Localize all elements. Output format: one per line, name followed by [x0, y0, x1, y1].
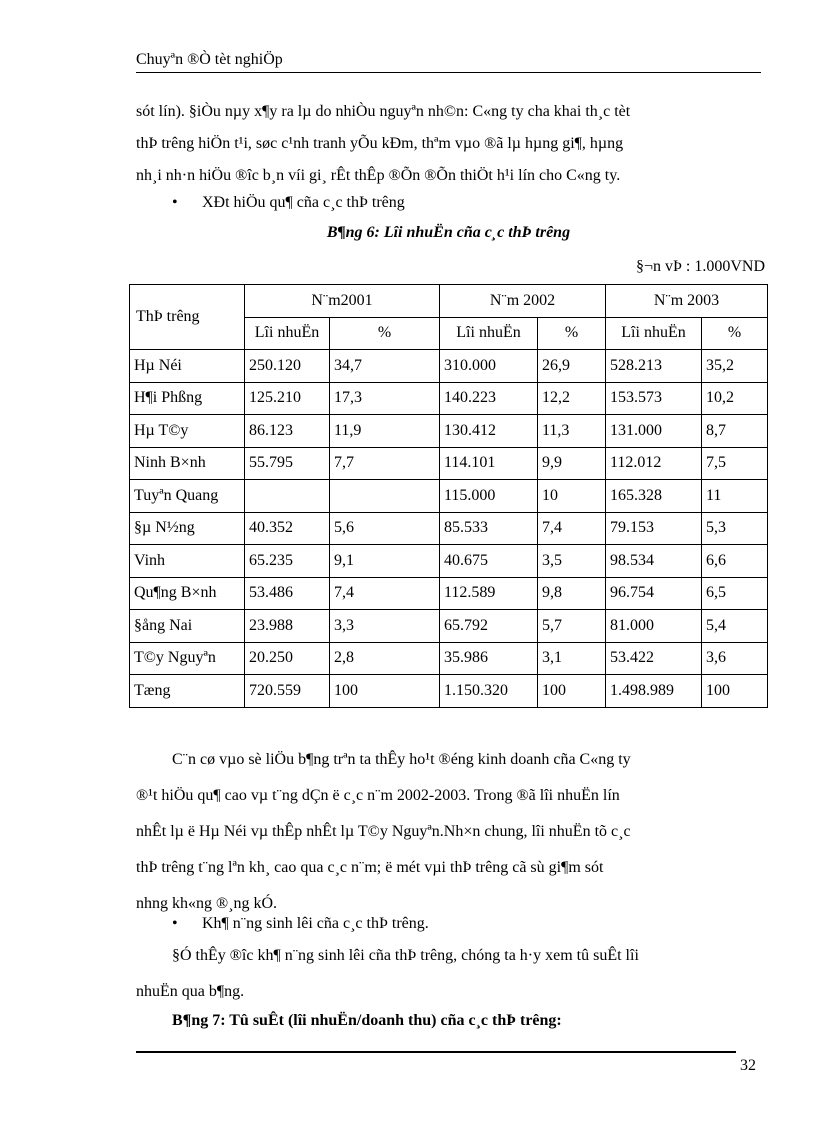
- value-cell: 7,5: [702, 447, 768, 480]
- header-market: ThÞ trêng: [130, 285, 245, 350]
- value-cell: 5,6: [330, 512, 440, 545]
- value-cell: 250.120: [245, 350, 330, 383]
- value-cell: [330, 480, 440, 513]
- bullet-item: [172, 914, 429, 934]
- value-cell: 3,6: [702, 642, 768, 675]
- value-cell: 79.153: [606, 512, 702, 545]
- market-cell: Tuyªn Quang: [130, 480, 245, 513]
- table-6-unit: §¬n vÞ : 1.000VND: [635, 258, 765, 275]
- paragraph-line: ®¹t hiÖu qu¶ cao vµ t¨ng dÇn ë c¸c n¨m 2002-2003. Trong ®ã lîi nhuËn lín: [136, 787, 620, 804]
- value-cell: 100: [330, 675, 440, 708]
- value-cell: 7,4: [330, 577, 440, 610]
- market-cell: Hµ Néi: [130, 350, 245, 383]
- subheader-percent: %: [702, 317, 768, 350]
- subheader-profit: Lîi nhuËn: [245, 317, 330, 350]
- table-row: [130, 512, 768, 545]
- value-cell: 10,2: [702, 382, 768, 415]
- value-cell: 85.533: [440, 512, 538, 545]
- bullet-text: Kh¶ n¨ng sinh lêi cña c¸c thÞ trêng.: [202, 915, 429, 932]
- table-header-row: [130, 285, 768, 318]
- value-cell: 17,3: [330, 382, 440, 415]
- bullet-item: [172, 193, 405, 213]
- value-cell: 9,8: [538, 577, 606, 610]
- value-cell: 720.559: [245, 675, 330, 708]
- value-cell: 112.012: [606, 447, 702, 480]
- value-cell: 11,3: [538, 415, 606, 448]
- subheader-profit: Lîi nhuËn: [606, 317, 702, 350]
- paragraph-line: nhuËn qua b¶ng.: [136, 983, 245, 1000]
- value-cell: 131.000: [606, 415, 702, 448]
- paragraph-line: nhÊt lµ ë Hµ Néi vµ thÊp nhÊt lµ T©y Nguyªn.Nh×n chung, lîi nhuËn tõ c¸c: [136, 823, 631, 840]
- header-year: N¨m2001: [245, 285, 440, 318]
- paragraph-3: [136, 938, 761, 1010]
- market-cell: §ång Nai: [130, 610, 245, 643]
- table-row: [130, 642, 768, 675]
- table-row: [130, 415, 768, 448]
- value-cell: 5,4: [702, 610, 768, 643]
- value-cell: 35.986: [440, 642, 538, 675]
- value-cell: 6,6: [702, 545, 768, 578]
- value-cell: 7,7: [330, 447, 440, 480]
- value-cell: 125.210: [245, 382, 330, 415]
- market-cell: Ninh B×nh: [130, 447, 245, 480]
- header-year: N¨m 2003: [606, 285, 768, 318]
- value-cell: 40.675: [440, 545, 538, 578]
- paragraph-line: nhng kh«ng ®¸ng kÓ.: [136, 895, 278, 912]
- value-cell: 115.000: [440, 480, 538, 513]
- table-row: [130, 480, 768, 513]
- market-cell: Qu¶ng B×nh: [130, 577, 245, 610]
- table-row: [130, 610, 768, 643]
- value-cell: 11: [702, 480, 768, 513]
- value-cell: 34,7: [330, 350, 440, 383]
- table-7-caption: B¶ng 7: Tû suÊt (lîi nhuËn/doanh thu) cña c¸c thÞ trêng:: [172, 1012, 562, 1029]
- paragraph-line: nh¸i nh·n hiÖu ®îc b¸n víi gi¸ rÊt thÊp ®Õn ®Õn thiÖt h¹i lín cho C«ng ty.: [136, 167, 621, 184]
- value-cell: 528.213: [606, 350, 702, 383]
- header-year: N¨m 2002: [440, 285, 606, 318]
- value-cell: 96.754: [606, 577, 702, 610]
- value-cell: 1.150.320: [440, 675, 538, 708]
- value-cell: 3,3: [330, 610, 440, 643]
- value-cell: 11,9: [330, 415, 440, 448]
- bullet-icon: •: [172, 194, 178, 211]
- paragraph-line: thÞ trêng hiÖn t¹i, søc c¹nh tranh yÕu kÐm, thªm vµo ®ã lµ hµng gi¶, hµng: [136, 135, 624, 152]
- value-cell: 23.988: [245, 610, 330, 643]
- value-cell: 53.422: [606, 642, 702, 675]
- value-cell: 10: [538, 480, 606, 513]
- value-cell: 100: [702, 675, 768, 708]
- value-cell: 81.000: [606, 610, 702, 643]
- table-6-caption: B¶ng 6: Lîi nhuËn cña c¸c thÞ trêng: [326, 224, 571, 241]
- value-cell: 9,1: [330, 545, 440, 578]
- market-cell: Vinh: [130, 545, 245, 578]
- value-cell: 3,1: [538, 642, 606, 675]
- value-cell: 2,8: [330, 642, 440, 675]
- value-cell: 6,5: [702, 577, 768, 610]
- bullet-text: XÐt hiÖu qu¶ cña c¸c thÞ trêng: [202, 194, 405, 211]
- value-cell: 165.328: [606, 480, 702, 513]
- running-header: Chuyªn ®Ò tèt nghiÖp: [136, 51, 283, 68]
- paragraph-1: [136, 96, 761, 192]
- paragraph-line: sót lín). §iÒu nµy x¶y ra lµ do nhiÒu nguyªn nh©n: C«ng ty cha khai th¸c tèt: [136, 103, 631, 120]
- market-cell: H¶i Phßng: [130, 382, 245, 415]
- value-cell: 26,9: [538, 350, 606, 383]
- value-cell: 7,4: [538, 512, 606, 545]
- table-row: [130, 577, 768, 610]
- subheader-percent: %: [538, 317, 606, 350]
- subheader-profit: Lîi nhuËn: [440, 317, 538, 350]
- value-cell: 114.101: [440, 447, 538, 480]
- paragraph-line: §Ó thÊy ®îc kh¶ n¨ng sinh lêi cña thÞ trêng, chóng ta h·y xem tû suÊt lîi: [172, 947, 639, 964]
- value-cell: 53.486: [245, 577, 330, 610]
- value-cell: 8,7: [702, 415, 768, 448]
- table-row: [130, 447, 768, 480]
- footer-rule: [136, 1051, 736, 1053]
- value-cell: 153.573: [606, 382, 702, 415]
- paragraph-line: C¨n cø vµo sè liÖu b¶ng trªn ta thÊy ho¹t ®éng kinh doanh cña C«ng ty: [172, 751, 631, 768]
- value-cell: 130.412: [440, 415, 538, 448]
- value-cell: 140.223: [440, 382, 538, 415]
- bullet-icon: •: [172, 915, 178, 932]
- value-cell: 1.498.989: [606, 675, 702, 708]
- paragraph-line: thÞ trêng t¨ng lªn kh¸ cao qua c¸c n¨m; ë mét vµi thÞ trêng cã sù gi¶m sót: [136, 859, 604, 876]
- value-cell: 55.795: [245, 447, 330, 480]
- value-cell: 9,9: [538, 447, 606, 480]
- value-cell: 3,5: [538, 545, 606, 578]
- market-cell: T©y Nguyªn: [130, 642, 245, 675]
- value-cell: 65.792: [440, 610, 538, 643]
- paragraph-2: [136, 742, 761, 922]
- value-cell: 20.250: [245, 642, 330, 675]
- value-cell: [245, 480, 330, 513]
- value-cell: 35,2: [702, 350, 768, 383]
- market-cell: Hµ T©y: [130, 415, 245, 448]
- value-cell: 112.589: [440, 577, 538, 610]
- table-row: [130, 350, 768, 383]
- table-row: [130, 545, 768, 578]
- subheader-percent: %: [330, 317, 440, 350]
- value-cell: 65.235: [245, 545, 330, 578]
- value-cell: 310.000: [440, 350, 538, 383]
- header-rule: [136, 72, 761, 73]
- value-cell: 40.352: [245, 512, 330, 545]
- value-cell: 5,3: [702, 512, 768, 545]
- value-cell: 100: [538, 675, 606, 708]
- market-cell: §µ N½ng: [130, 512, 245, 545]
- table-row: [130, 675, 768, 708]
- table-row: [130, 382, 768, 415]
- value-cell: 5,7: [538, 610, 606, 643]
- page-number: 32: [740, 1057, 756, 1074]
- value-cell: 12,2: [538, 382, 606, 415]
- value-cell: 98.534: [606, 545, 702, 578]
- value-cell: 86.123: [245, 415, 330, 448]
- profit-table: [129, 284, 768, 708]
- market-cell: Tæng: [130, 675, 245, 708]
